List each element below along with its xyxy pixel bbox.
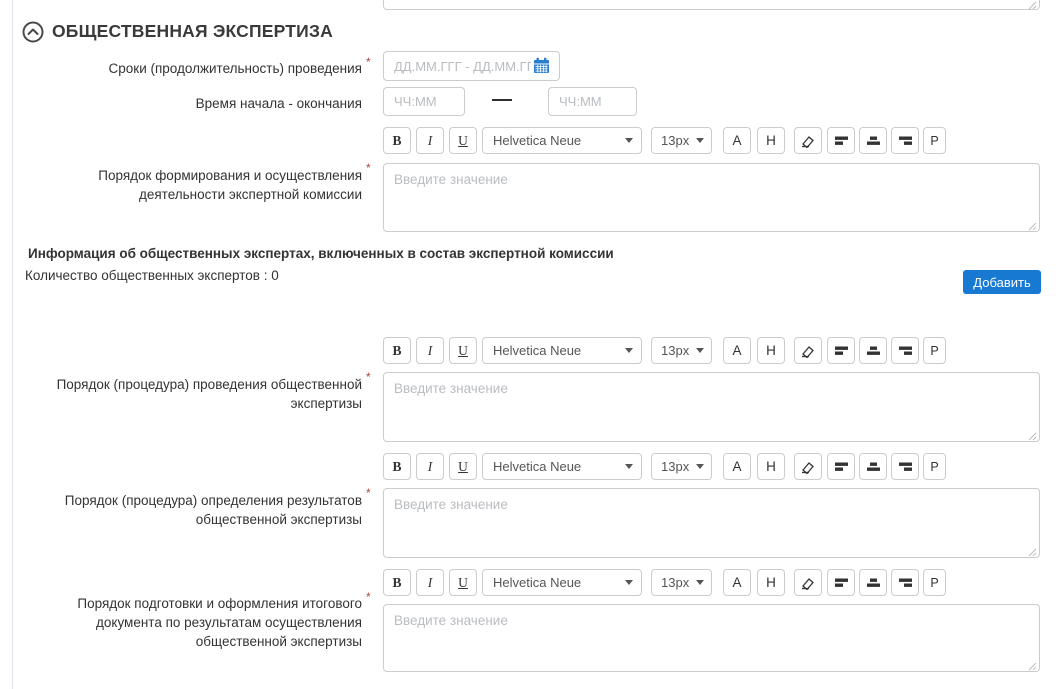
align-left-button[interactable] <box>827 127 855 154</box>
conduct-order-textarea[interactable] <box>383 372 1040 442</box>
bold-button[interactable]: B <box>383 127 411 154</box>
align-right-button[interactable] <box>891 127 919 154</box>
editor-toolbar <box>383 569 1043 596</box>
panel-left-border <box>12 0 13 689</box>
italic-button[interactable]: I <box>416 569 444 596</box>
final-document-order-textarea[interactable] <box>383 604 1040 672</box>
align-center-button[interactable] <box>859 127 887 154</box>
required-asterisk: * <box>366 55 371 69</box>
heading-button[interactable]: H <box>757 337 785 364</box>
paragraph-button[interactable]: P <box>923 127 946 154</box>
align-right-icon <box>898 344 913 357</box>
formation-order-textarea[interactable] <box>383 163 1040 232</box>
heading-button[interactable]: H <box>757 127 785 154</box>
formation-order-label: Порядок формирования и осуществления деятельности экспертной комиссии <box>98 168 362 202</box>
final-document-order-label: Порядок подготовки и оформления итогового документа по результатам осуществления общественной экспертизы <box>77 596 362 649</box>
results-order-textarea[interactable] <box>383 488 1040 558</box>
align-center-button[interactable] <box>859 453 887 480</box>
eraser-button[interactable] <box>794 127 822 154</box>
time-end-input[interactable] <box>548 87 637 116</box>
section-title: ОБЩЕСТВЕННАЯ ЭКСПЕРТИЗА <box>52 21 333 41</box>
required-asterisk: * <box>366 486 371 500</box>
align-center-button[interactable] <box>859 569 887 596</box>
italic-button[interactable]: I <box>416 127 444 154</box>
chevron-down-icon <box>696 580 704 585</box>
font-color-button[interactable]: A <box>723 127 751 154</box>
align-right-icon <box>898 576 913 589</box>
font-color-button[interactable]: A <box>723 453 751 480</box>
eraser-button[interactable] <box>794 453 822 480</box>
font-size-select[interactable]: 13px <box>651 337 712 364</box>
required-asterisk: * <box>366 161 371 175</box>
time-range-label: Время начала - окончания <box>195 96 362 111</box>
align-left-button[interactable] <box>827 453 855 480</box>
duration-label: Сроки (продолжительность) проведения <box>108 61 362 76</box>
bold-button[interactable]: B <box>383 453 411 480</box>
font-family-select[interactable]: Helvetica Neue <box>482 337 642 364</box>
font-color-button[interactable]: A <box>723 337 751 364</box>
align-center-icon <box>866 134 881 147</box>
underline-button[interactable]: U <box>449 127 477 154</box>
collapse-chevron-up-icon[interactable] <box>22 21 44 43</box>
paragraph-button[interactable]: P <box>923 569 946 596</box>
textarea-partial-top[interactable] <box>383 0 1040 10</box>
underline-button[interactable]: U <box>449 453 477 480</box>
chevron-down-icon <box>625 138 633 143</box>
bold-button[interactable]: B <box>383 337 411 364</box>
align-right-icon <box>898 134 913 147</box>
eraser-icon <box>800 460 816 474</box>
font-family-select[interactable]: Helvetica Neue <box>482 453 642 480</box>
editor-toolbar <box>383 337 1043 364</box>
align-left-icon <box>834 134 849 147</box>
time-start-input[interactable] <box>383 87 465 116</box>
editor-toolbar <box>383 127 1043 154</box>
eraser-icon <box>800 344 816 358</box>
required-asterisk: * <box>366 370 371 384</box>
font-size-select[interactable]: 13px <box>651 569 712 596</box>
underline-button[interactable]: U <box>449 337 477 364</box>
align-right-icon <box>898 460 913 473</box>
paragraph-button[interactable]: P <box>923 337 946 364</box>
font-family-select[interactable]: Helvetica Neue <box>482 569 642 596</box>
time-range-dash <box>492 99 512 101</box>
align-right-button[interactable] <box>891 337 919 364</box>
chevron-down-icon <box>625 580 633 585</box>
align-left-icon <box>834 460 849 473</box>
font-size-select[interactable]: 13px <box>651 127 712 154</box>
italic-button[interactable]: I <box>416 453 444 480</box>
eraser-icon <box>800 576 816 590</box>
font-size-select[interactable]: 13px <box>651 453 712 480</box>
eraser-button[interactable] <box>794 569 822 596</box>
chevron-down-icon <box>625 348 633 353</box>
align-right-button[interactable] <box>891 569 919 596</box>
results-order-label: Порядок (процедура) определения результатов общественной экспертизы <box>64 493 362 527</box>
chevron-down-icon <box>696 348 704 353</box>
align-right-button[interactable] <box>891 453 919 480</box>
chevron-down-icon <box>696 464 704 469</box>
required-asterisk: * <box>366 590 371 604</box>
underline-button[interactable]: U <box>449 569 477 596</box>
align-left-button[interactable] <box>827 337 855 364</box>
paragraph-button[interactable]: P <box>923 453 946 480</box>
align-left-icon <box>834 344 849 357</box>
align-center-icon <box>866 344 881 357</box>
experts-info-title: Информация об общественных экспертах, включенных в состав экспертной комиссии <box>28 246 614 261</box>
italic-button[interactable]: I <box>416 337 444 364</box>
chevron-down-icon <box>696 138 704 143</box>
align-center-icon <box>866 460 881 473</box>
eraser-icon <box>800 134 816 148</box>
eraser-button[interactable] <box>794 337 822 364</box>
font-family-select[interactable]: Helvetica Neue <box>482 127 642 154</box>
font-color-button[interactable]: A <box>723 569 751 596</box>
conduct-order-label: Порядок (процедура) проведения общественной экспертизы <box>56 377 362 411</box>
align-center-icon <box>866 576 881 589</box>
heading-button[interactable]: H <box>757 569 785 596</box>
calendar-icon[interactable] <box>533 57 550 74</box>
heading-button[interactable]: H <box>757 453 785 480</box>
align-center-button[interactable] <box>859 337 887 364</box>
bold-button[interactable]: B <box>383 569 411 596</box>
align-left-icon <box>834 576 849 589</box>
chevron-down-icon <box>625 464 633 469</box>
experts-count-text: Количество общественных экспертов : 0 <box>25 268 279 283</box>
add-expert-button[interactable]: Добавить <box>963 270 1041 294</box>
align-left-button[interactable] <box>827 569 855 596</box>
editor-toolbar <box>383 453 1043 480</box>
